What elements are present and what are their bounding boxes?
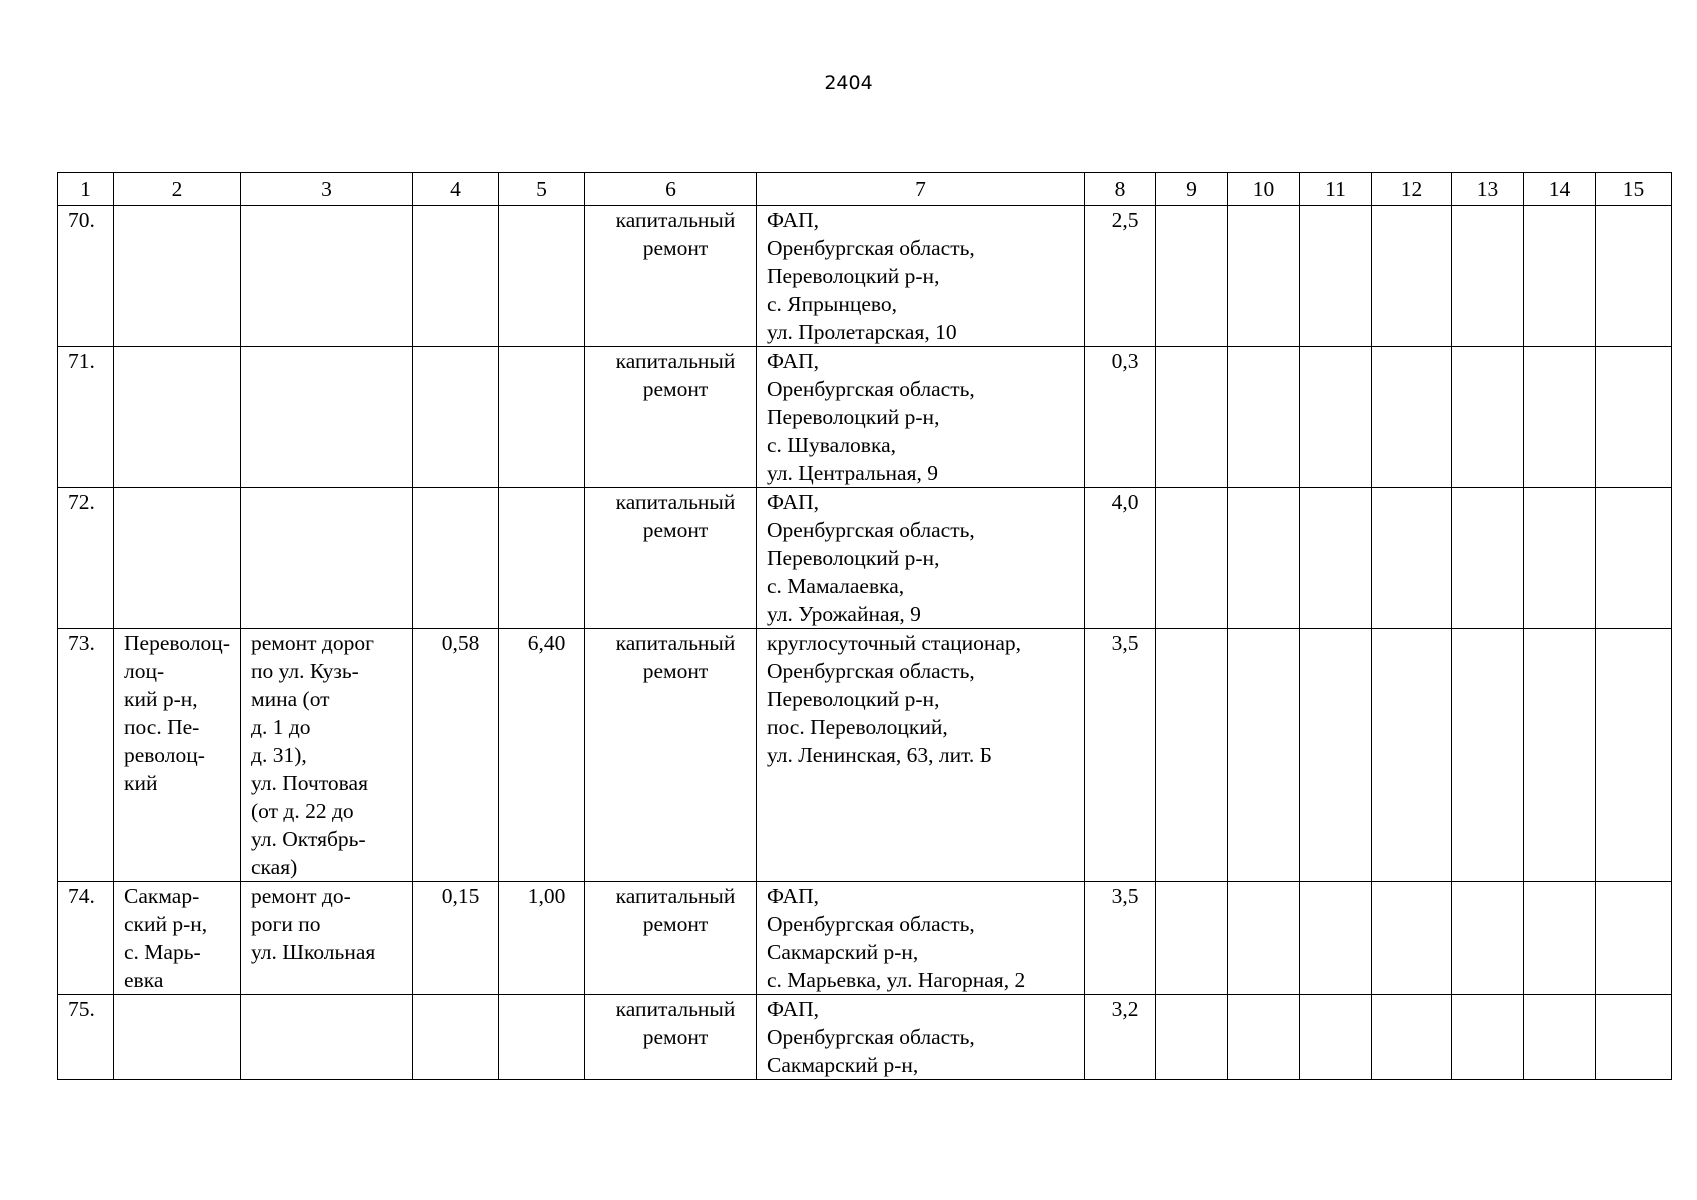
row-number-cell: 70.: [58, 206, 114, 347]
address-cell-line: с. Мамалаевка,: [767, 574, 905, 598]
works-cell-line: д. 31),: [251, 743, 307, 767]
table-row: [58, 206, 1672, 347]
column-header: 8: [1085, 173, 1156, 206]
empty-cell: [1156, 882, 1228, 995]
row-number-cell: 72.: [58, 488, 114, 629]
repair-type-cell: [585, 995, 757, 1080]
works-cell: [241, 488, 413, 629]
empty-cell: [1596, 347, 1672, 488]
address-cell-line: Сакмарский р-н,: [767, 940, 919, 964]
empty-cell: [1452, 995, 1524, 1080]
address-cell: [757, 488, 1085, 629]
address-cell-line: ФАП,: [767, 349, 820, 373]
address-cell-line: круглосуточный стационар,: [767, 631, 1022, 655]
data-table: [57, 172, 1672, 1080]
repair-type-cell-line: капитальный: [615, 884, 736, 908]
header-row: [58, 173, 1672, 206]
district-cell-line: кий р-н,: [124, 687, 198, 711]
address-cell-line: ул. Центральная, 9: [767, 461, 938, 485]
empty-cell: [1524, 629, 1596, 882]
address-cell-line: ФАП,: [767, 208, 820, 232]
table-row: [58, 488, 1672, 629]
empty-cell: [1300, 488, 1372, 629]
repair-type-cell-line: ремонт: [642, 1025, 709, 1049]
address-cell-line: Оренбургская область,: [767, 1025, 975, 1049]
repair-type-cell-line: ремонт: [642, 377, 709, 401]
works-cell-line: ул. Почтовая: [251, 771, 368, 795]
district-cell: [114, 488, 241, 629]
col4-cell: [413, 995, 499, 1080]
works-cell-line: ремонт до-: [251, 884, 351, 908]
empty-cell: [1596, 882, 1672, 995]
table-row: [58, 995, 1672, 1080]
address-cell-line: Оренбургская область,: [767, 377, 975, 401]
address-cell: [757, 206, 1085, 347]
column-header: 12: [1372, 173, 1452, 206]
district-cell-line: кий: [124, 771, 158, 795]
empty-cell: [1156, 347, 1228, 488]
col5-cell: [499, 347, 585, 488]
empty-cell: [1596, 629, 1672, 882]
repair-type-cell-line: капитальный: [615, 349, 736, 373]
col5-cell: 1,00: [499, 882, 585, 995]
district-cell: [114, 347, 241, 488]
address-cell-line: ул. Ленинская, 63, лит. Б: [767, 743, 992, 767]
empty-cell: [1452, 882, 1524, 995]
address-cell-line: ФАП,: [767, 490, 820, 514]
address-cell: [757, 882, 1085, 995]
works-cell-line: ул. Школьная: [251, 940, 376, 964]
col8-cell: 3,5: [1085, 882, 1156, 995]
empty-cell: [1228, 347, 1300, 488]
empty-cell: [1300, 629, 1372, 882]
empty-cell: [1300, 206, 1372, 347]
empty-cell: [1524, 206, 1596, 347]
repair-type-cell: [585, 347, 757, 488]
empty-cell: [1524, 995, 1596, 1080]
address-cell-line: Оренбургская область,: [767, 518, 975, 542]
col4-cell: 0,58: [413, 629, 499, 882]
works-cell: [241, 206, 413, 347]
repair-type-cell: [585, 206, 757, 347]
repair-type-cell-line: ремонт: [642, 236, 709, 260]
address-cell: [757, 629, 1085, 882]
empty-cell: [1452, 629, 1524, 882]
address-cell-line: Переволоцкий р-н,: [767, 546, 940, 570]
empty-cell: [1228, 629, 1300, 882]
empty-cell: [1596, 488, 1672, 629]
row-number-cell: 74.: [58, 882, 114, 995]
table-row: [58, 882, 1672, 995]
empty-cell: [1300, 995, 1372, 1080]
district-cell-line: пос. Пе-: [124, 715, 200, 739]
empty-cell: [1372, 206, 1452, 347]
works-cell-line: ул. Октябрь-: [251, 827, 366, 851]
works-cell-line: ремонт дорог: [251, 631, 374, 655]
works-cell-line: роги по: [251, 912, 321, 936]
empty-cell: [1524, 488, 1596, 629]
district-cell-line: револоц-: [124, 743, 205, 767]
col4-cell: [413, 347, 499, 488]
district-cell-line: евка: [124, 968, 164, 992]
address-cell: [757, 995, 1085, 1080]
empty-cell: [1596, 995, 1672, 1080]
address-cell-line: с. Шуваловка,: [767, 433, 896, 457]
address-cell-line: Переволоцкий р-н,: [767, 687, 940, 711]
address-cell: [757, 347, 1085, 488]
empty-cell: [1300, 882, 1372, 995]
column-header: 7: [757, 173, 1085, 206]
column-header: 10: [1228, 173, 1300, 206]
empty-cell: [1228, 882, 1300, 995]
column-header: 4: [413, 173, 499, 206]
repair-type-cell-line: капитальный: [615, 631, 736, 655]
empty-cell: [1372, 629, 1452, 882]
works-cell-line: (от д. 22 до: [251, 799, 354, 823]
works-cell-line: мина (от: [251, 687, 330, 711]
address-cell-line: Переволоцкий р-н,: [767, 264, 940, 288]
col8-cell: 4,0: [1085, 488, 1156, 629]
column-header: 13: [1452, 173, 1524, 206]
address-cell-line: Оренбургская область,: [767, 912, 975, 936]
district-cell-line: Переволоц-: [124, 631, 230, 655]
works-cell-line: д. 1 до: [251, 715, 311, 739]
empty-cell: [1300, 347, 1372, 488]
district-cell-line: с. Марь-: [124, 940, 201, 964]
col8-cell: 3,2: [1085, 995, 1156, 1080]
address-cell-line: ул. Урожайная, 9: [767, 602, 921, 626]
empty-cell: [1228, 206, 1300, 347]
column-header: 6: [585, 173, 757, 206]
col8-cell: 2,5: [1085, 206, 1156, 347]
column-header: 3: [241, 173, 413, 206]
page-number: 2404: [824, 72, 873, 94]
empty-cell: [1372, 995, 1452, 1080]
repair-type-cell-line: ремонт: [642, 912, 709, 936]
col5-cell: [499, 206, 585, 347]
column-header: 14: [1524, 173, 1596, 206]
address-cell-line: пос. Переволоцкий,: [767, 715, 948, 739]
works-cell: [241, 629, 413, 882]
repair-type-cell-line: ремонт: [642, 518, 709, 542]
empty-cell: [1228, 995, 1300, 1080]
table-row: [58, 347, 1672, 488]
repair-type-cell: [585, 488, 757, 629]
col5-cell: [499, 488, 585, 629]
empty-cell: [1156, 629, 1228, 882]
address-cell-line: ул. Пролетарская, 10: [767, 320, 957, 344]
address-cell-line: с. Марьевка, ул. Нагорная, 2: [767, 968, 1026, 992]
col4-cell: [413, 206, 499, 347]
district-cell-line: лоц-: [124, 659, 165, 683]
empty-cell: [1524, 882, 1596, 995]
col4-cell: 0,15: [413, 882, 499, 995]
address-cell-line: Оренбургская область,: [767, 659, 975, 683]
col5-cell: [499, 995, 585, 1080]
column-header: 5: [499, 173, 585, 206]
repair-type-cell: [585, 882, 757, 995]
works-cell-line: по ул. Кузь-: [251, 659, 359, 683]
address-cell-line: с. Япрынцево,: [767, 292, 898, 316]
address-cell-line: ФАП,: [767, 997, 820, 1021]
repair-type-cell-line: капитальный: [615, 490, 736, 514]
column-header: 2: [114, 173, 241, 206]
col8-cell: 3,5: [1085, 629, 1156, 882]
works-cell-line: ская): [251, 855, 298, 879]
address-cell-line: Сакмарский р-н,: [767, 1053, 919, 1077]
empty-cell: [1524, 347, 1596, 488]
repair-type-cell: [585, 629, 757, 882]
district-cell: [114, 995, 241, 1080]
repair-type-cell-line: капитальный: [615, 208, 736, 232]
column-header: 9: [1156, 173, 1228, 206]
repair-type-cell-line: ремонт: [642, 659, 709, 683]
empty-cell: [1452, 347, 1524, 488]
empty-cell: [1228, 488, 1300, 629]
address-cell-line: Переволоцкий р-н,: [767, 405, 940, 429]
district-cell-line: ский р-н,: [124, 912, 208, 936]
works-cell: [241, 347, 413, 488]
district-cell: [114, 882, 241, 995]
empty-cell: [1156, 206, 1228, 347]
row-number-cell: 71.: [58, 347, 114, 488]
column-header: 15: [1596, 173, 1672, 206]
empty-cell: [1452, 488, 1524, 629]
row-number-cell: 75.: [58, 995, 114, 1080]
district-cell-line: Сакмар-: [124, 884, 200, 908]
empty-cell: [1372, 347, 1452, 488]
table-row: [58, 629, 1672, 882]
district-cell: [114, 206, 241, 347]
address-cell-line: Оренбургская область,: [767, 236, 975, 260]
district-cell: [114, 629, 241, 882]
repair-type-cell-line: капитальный: [615, 997, 736, 1021]
works-cell: [241, 882, 413, 995]
col4-cell: [413, 488, 499, 629]
column-header: 11: [1300, 173, 1372, 206]
empty-cell: [1452, 206, 1524, 347]
empty-cell: [1372, 882, 1452, 995]
address-cell-line: ФАП,: [767, 884, 820, 908]
column-header: 1: [58, 173, 114, 206]
works-cell: [241, 995, 413, 1080]
empty-cell: [1372, 488, 1452, 629]
empty-cell: [1596, 206, 1672, 347]
col5-cell: 6,40: [499, 629, 585, 882]
col8-cell: 0,3: [1085, 347, 1156, 488]
row-number-cell: 73.: [58, 629, 114, 882]
empty-cell: [1156, 488, 1228, 629]
empty-cell: [1156, 995, 1228, 1080]
